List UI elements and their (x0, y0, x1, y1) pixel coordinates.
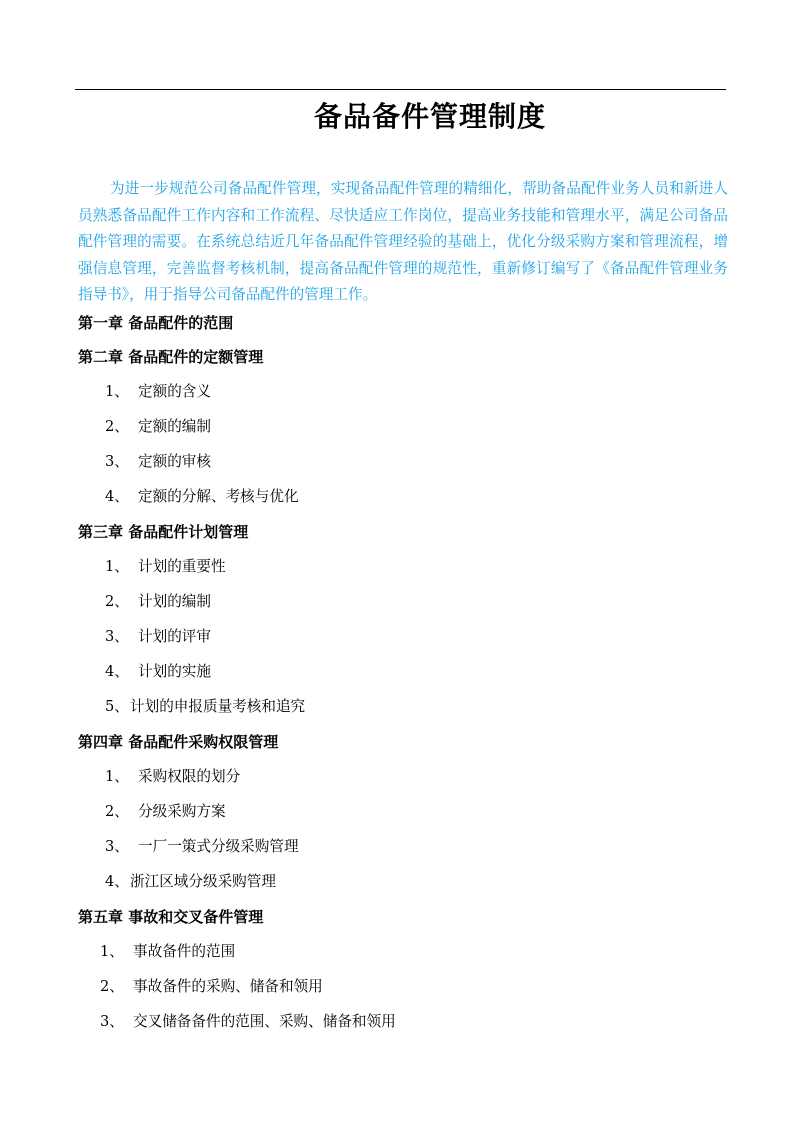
item-number: 3、 (105, 453, 129, 470)
chapter-heading: 第一章 备品配件的范围 (78, 314, 234, 332)
item-text: 一厂一策式分级采购管理 (138, 838, 299, 855)
item-number: 2、 (105, 803, 129, 820)
item-text: 采购权限的划分 (138, 768, 241, 785)
item-text: 计划的编制 (138, 593, 211, 610)
item-number: 3、 (100, 1013, 124, 1030)
item-text: 交叉储备备件的范围、采购、储备和领用 (133, 1013, 396, 1030)
toc-list-item (105, 557, 226, 577)
intro-paragraph: 为进一步规范公司备品配件管理，实现备品配件管理的精细化，帮助备品配件业务人员和新进人员熟悉备品配件工作内容和工作流程、尽快适应工作岗位，提高业务技能和管理水平，满足公司备品配件管理的需要。在系统总结近几年备品配件管理经验的基础上，优化分级采购方案和管理流程，增强信息管理，完善监督考核机制，提高备品配件管理的规范性，重新修订编写了《备品配件管理业务指导书》，用于指导公司备品配件的管理工作。 (78, 180, 728, 304)
toc-list-item (100, 1012, 396, 1032)
item-number: 3、 (105, 838, 129, 855)
chapter-heading: 第四章 备品配件采购权限管理 (78, 733, 279, 751)
item-number: 5、 (105, 698, 129, 715)
header-rule (75, 89, 726, 90)
item-number: 1、 (105, 383, 129, 400)
item-text: 事故备件的范围 (133, 943, 236, 960)
item-text: 定额的分解、考核与优化 (138, 488, 299, 505)
toc-list-item (105, 662, 211, 682)
item-text: 计划的申报质量考核和追究 (130, 698, 306, 715)
item-text: 浙江区域分级采购管理 (130, 873, 276, 890)
toc-list-item (100, 977, 323, 997)
item-number: 2、 (100, 978, 124, 995)
item-number: 2、 (105, 593, 129, 610)
item-number: 4、 (105, 873, 129, 890)
toc-list-item (105, 452, 211, 472)
toc-list-item (105, 872, 276, 892)
toc-list-item (105, 697, 306, 717)
item-number: 3、 (105, 628, 129, 645)
toc-list-item (105, 382, 211, 402)
toc-list-item (105, 802, 226, 822)
item-text: 事故备件的采购、储备和领用 (133, 978, 323, 995)
item-number: 2、 (105, 418, 129, 435)
item-text: 定额的含义 (138, 383, 211, 400)
item-text: 计划的评审 (138, 628, 211, 645)
toc-list-item (105, 487, 299, 507)
item-text: 定额的审核 (138, 453, 211, 470)
item-text: 计划的重要性 (138, 558, 226, 575)
toc-list-item (105, 592, 211, 612)
item-text: 分级采购方案 (138, 803, 226, 820)
item-text: 计划的实施 (138, 663, 211, 680)
item-number: 1、 (105, 558, 129, 575)
item-text: 定额的编制 (138, 418, 211, 435)
toc-list-item (105, 417, 211, 437)
item-number: 1、 (105, 768, 129, 785)
document-title: 备品备件管理制度 (313, 100, 546, 133)
item-number: 1、 (100, 943, 124, 960)
item-number: 4、 (105, 488, 129, 505)
toc-list-item (105, 767, 241, 787)
chapter-heading: 第二章 备品配件的定额管理 (78, 348, 264, 366)
item-number: 4、 (105, 663, 129, 680)
toc-list-item (100, 942, 236, 962)
chapter-heading: 第五章 事故和交叉备件管理 (78, 908, 264, 926)
toc-list-item (105, 837, 299, 857)
toc-list-item (105, 627, 211, 647)
chapter-heading: 第三章 备品配件计划管理 (78, 523, 249, 541)
